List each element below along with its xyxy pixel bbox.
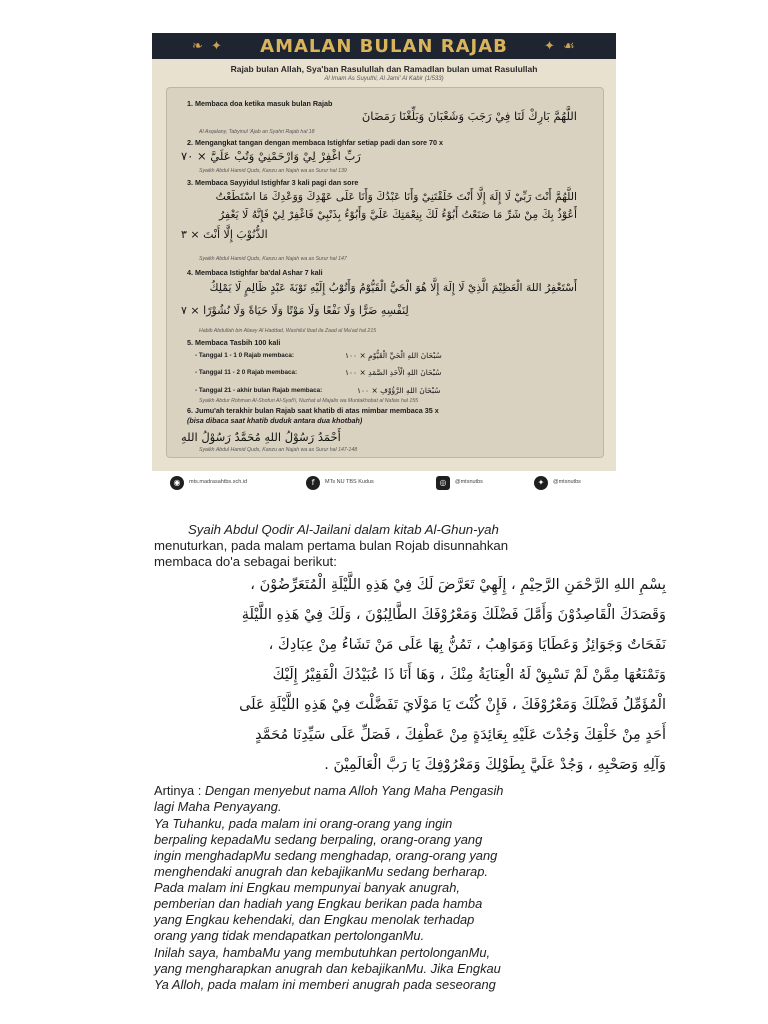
translation-line-6: menghendaki anugrah dan kebajikanMu sedang berharap. bbox=[154, 864, 488, 879]
section-3-ref: Syaikh Abdul Hamid Quds, Kanzu an Najah wa as Surur hal 147 bbox=[199, 256, 347, 262]
translation-line-11: Inilah saya, hambaMu yang membutuhkan pertolonganMu, bbox=[154, 945, 491, 960]
doa-line-7: وَآلِهِ وَصَحْبِهِ ، وَجُدْ عَلَيَّ بِطَوْلِكَ وَمَعْرُوْفِكَ يَا رَبَّ الْعَالَمِيْنَ . bbox=[324, 757, 666, 773]
tasbih-arabic: سُبْحَانَ اللهِ الْحَيِّ الْقَيُّوْمِ × ١٠٠ bbox=[345, 351, 442, 360]
section-1-ref: Al Asqalany, Tabyinul 'Ajab an Syahri Rajab hal 18 bbox=[199, 129, 315, 135]
section-1-arabic: اللَّهُمَّ بَارِكْ لَنَا فِيْ رَجَبَ وَشَعْبَانَ وَبَلِّغْنَا رَمَضَانَ bbox=[361, 109, 577, 123]
tasbih-label: - Tanggal 11 - 2 0 Rajab membaca: bbox=[195, 369, 298, 376]
section-4-heading: 4. Membaca Istighfar ba'dal Ashar 7 kali bbox=[187, 268, 323, 277]
doa-line-5: الْمُؤَمِّلُ فَضْلَكَ وَمَعْرُوْفَكَ ، فَإِنْ كُنْتَ يَا مَوْلَايَ تَفَضَّلْتَ فِيْ هَذِهِ اللَّيْلَةِ عَلَى bbox=[239, 697, 666, 713]
section-3-arabic-line-2: أَعُوْذُ بِكَ مِنْ شَرِّ مَا صَنَعْتُ أَبُوْءُ لَكَ بِنِعْمَتِكَ عَلَيَّ وَأَبُوْءُ بِذَنْبِيْ فَاغْفِرْ لِيْ فَإِنَّهُ لَا يَغْفِرُ bbox=[219, 208, 577, 221]
translation-line-4: berpaling kepadaMu sedang berpaling, orang-orang yang bbox=[154, 832, 483, 847]
book-page bbox=[0, 505, 768, 1024]
amalan-rajab-poster bbox=[152, 33, 616, 495]
twitter-icon: ✦ bbox=[534, 476, 548, 490]
poster-subtitle: Rajab bulan Allah, Sya'ban Rasulullah dan Ramadlan bulan umat Rasulullah bbox=[230, 64, 538, 74]
doa-line-1: بِسْمِ اللهِ الرَّحْمَنِ الرَّحِيْمِ ، إِلَهِيْ تَعَرَّضَ لَكَ فِيْ هَذِهِ اللَّيْلَةِ الْمُتَعَرِّضُوْنَ ، bbox=[250, 577, 666, 593]
translation-line-13: Ya Alloh, pada malam ini memberi anugrah pada seseorang bbox=[154, 977, 496, 992]
section-4-arabic-line-2: لِنَفْسِهِ ضَرًّا وَلَا نَفْعًا وَلَا مَوْتًا وَلَا حَيَاةً وَلَا نُشُوْرًا × ٧ bbox=[181, 304, 409, 317]
intro-line-2: menuturkan, pada malam pertama bulan Rojab disunnahkan bbox=[154, 538, 509, 553]
globe-icon: ◉ bbox=[170, 476, 184, 490]
section-2-ref: Syaikh Abdul Hamid Quds, Kanzu an Najah wa as Surur hal 139 bbox=[199, 168, 347, 174]
translation-prefix: Artinya : bbox=[154, 783, 205, 798]
translation-line-5: ingin menghadapMu sedang menghadap, orang-orang yang bbox=[154, 848, 498, 863]
section-4-arabic-line-1: أَسْتَغْفِرُ اللهَ الْعَظِيْمَ الَّذِيْ لَا إِلَهَ إِلَّا هُوَ الْحَيُّ الْقَيُّوْمُ وَأَتُوْبُ إِلَيْهِ تَوْبَةَ عَبْدٍ ظَالِمٍ لَا يَمْلِكُ bbox=[209, 281, 577, 294]
doa-line-2: وَقَصَدَكَ الْقَاصِدُوْنَ وَأَمَّلَ فَضْلَكَ وَمَعْرُوْفَكَ الطَّالِبُوْنَ ، وَلَكَ فِيْ هَذِهِ اللَّيْلَةِ bbox=[241, 607, 666, 623]
section-5-ref: Syaikh Abdur Rohman Al-Shofuri Al-Syafi'i, Nuzhat al Majalis wa Muntakhobat al Nafais hal 155 bbox=[199, 398, 418, 404]
translation-line-12: yang mengharapkan anugrah dan kebajikanMu. Jika Engkau bbox=[154, 961, 501, 976]
section-6-ref: Syaikh Abdul Hamid Quds, Kanzu an Najah wa as Surur hal 147-148 bbox=[199, 447, 358, 453]
section-1-heading: 1. Membaca doa ketika masuk bulan Rajab bbox=[187, 99, 333, 108]
poster-title: AMALAN BULAN RAJAB bbox=[260, 36, 508, 57]
section-2-heading: 2. Mengangkat tangan dengan membaca Istighfar setiap padi dan sore 70 x bbox=[187, 138, 444, 147]
section-3-arabic-line-3: الذُّنُوْبَ إِلَّا أَنْتَ × ٣ bbox=[181, 228, 268, 241]
doa-line-3: نَفَحَاتٌ وَجَوَائِزُ وَعَطَايَا وَمَوَاهِبُ ، تَمُنُّ بِهَا عَلَى مَنْ تَشَاءُ مِنْ عِبَادِكَ ، bbox=[268, 637, 666, 653]
tasbih-row bbox=[195, 387, 495, 397]
tasbih-label: - Tanggal 1 - 1 0 Rajab membaca: bbox=[195, 352, 294, 359]
translation-line-7: Pada malam ini Engkau mempunyai banyak anugrah, bbox=[154, 880, 460, 895]
section-2-arabic: رَبِّ اغْفِرْ لِيْ وَارْحَمْنِيْ وَتُبْ عَلَيَّ × ٧٠ bbox=[181, 149, 361, 163]
tasbih-row bbox=[195, 369, 495, 379]
translation-line-2: lagi Maha Penyayang. bbox=[154, 799, 282, 814]
poster-footer bbox=[152, 471, 616, 495]
section-5-heading: 5. Membaca Tasbih 100 kali bbox=[187, 338, 281, 347]
tasbih-arabic: سُبْحَانَ اللهِ الرَّؤُوْفِ × ١٠٠ bbox=[357, 386, 441, 395]
tasbih-arabic: سُبْحَانَ اللهِ الْأَحَدِ الصَّمَدِ × ١٠٠ bbox=[345, 368, 442, 377]
ornament-left-icon: ❧ ✦ bbox=[192, 39, 224, 54]
intro-line-1: Syaih Abdul Qodir Al-Jailani dalam kitab Al-Ghun-yah bbox=[188, 522, 499, 537]
poster-header-bar bbox=[152, 33, 616, 59]
tasbih-row bbox=[195, 352, 495, 362]
section-6-arabic: أَحْمَدُ رَسُوْلُ اللهِ مُحَمَّدٌ رَسُوْلُ اللهِ bbox=[181, 430, 341, 444]
poster-source: Al Imam As Suyuthi, Al Jami' Al Kabir (1/533) bbox=[324, 76, 444, 82]
ornament-right-icon: ✦ ☙ bbox=[544, 39, 577, 54]
footer-instagram-text: @mtsnutbs bbox=[455, 479, 483, 485]
facebook-icon: f bbox=[306, 476, 320, 490]
section-6-heading: 6. Jumu'ah terakhir bulan Rajab saat khatib di atas mimbar membaca 35 x bbox=[187, 406, 439, 415]
footer-website-text: mts.madrasahtbs.sch.id bbox=[189, 479, 248, 485]
footer-facebook-text: MTs NU TBS Kudus bbox=[325, 479, 374, 485]
tasbih-label: - Tanggal 21 - akhir bulan Rajab membaca: bbox=[195, 387, 323, 394]
footer-twitter-text: @mtsnutbs bbox=[553, 479, 581, 485]
translation-line-1 bbox=[154, 783, 503, 798]
section-3-arabic-line-1: اللَّهُمَّ أَنْتَ رَبِّيْ لَا إِلَهَ إِلَّا أَنْتَ خَلَقْتَنِيْ وَأَنَا عَبْدُكَ وَأَنَا عَلَى عَهْدِكَ وَوَعْدِكَ مَا اسْتَطَعْتُ bbox=[215, 190, 577, 203]
translation-line-9: yang Engkau kehendaki, dan Engkau menolak terhadap bbox=[154, 912, 475, 927]
doa-line-6: أَحَدٍ مِنْ خَلْقِكَ وَجُدْتَ عَلَيْهِ بِعَائِدَةٍ مِنْ عَطْفِكَ ، فَصَلِّ عَلَى سَيِّدِنَا مُحَمَّدٍ bbox=[255, 727, 666, 743]
section-3-heading: 3. Membaca Sayyidul Istighfar 3 kali pagi dan sore bbox=[187, 178, 359, 187]
section-6-subheading: (bisa dibaca saat khatib duduk antara dua khotbah) bbox=[187, 416, 363, 425]
translation-line-3: Ya Tuhanku, pada malam ini orang-orang yang ingin bbox=[154, 816, 453, 831]
section-4-ref: Habib Abdullah bin Alawy Al Haddad, Washilul Ibad ila Zaad al Ma'ad hal 215 bbox=[199, 328, 377, 334]
translation-line-8: pemberian dan hadiah yang Engkau berikan pada hamba bbox=[154, 896, 483, 911]
translation-text: Dengan menyebut nama Alloh Yang Maha Pengasih bbox=[204, 783, 504, 798]
doa-line-4: وَتَمْنَعُهَا مِمَّنْ لَمْ تَسْبِقْ لَهُ الْعِنَايَةُ مِنْكَ ، وَهَا أَنَا ذَا عُبَيْدُكَ الْفَقِيْرُ إِلَيْكَ bbox=[272, 667, 666, 683]
intro-line-3: membaca do'a sebagai berikut: bbox=[154, 554, 337, 569]
instagram-icon: ◎ bbox=[436, 476, 450, 490]
translation-line-10: orang yang tidak mendapatkan pertolonganMu. bbox=[154, 928, 425, 943]
amalan-panel bbox=[166, 87, 604, 458]
